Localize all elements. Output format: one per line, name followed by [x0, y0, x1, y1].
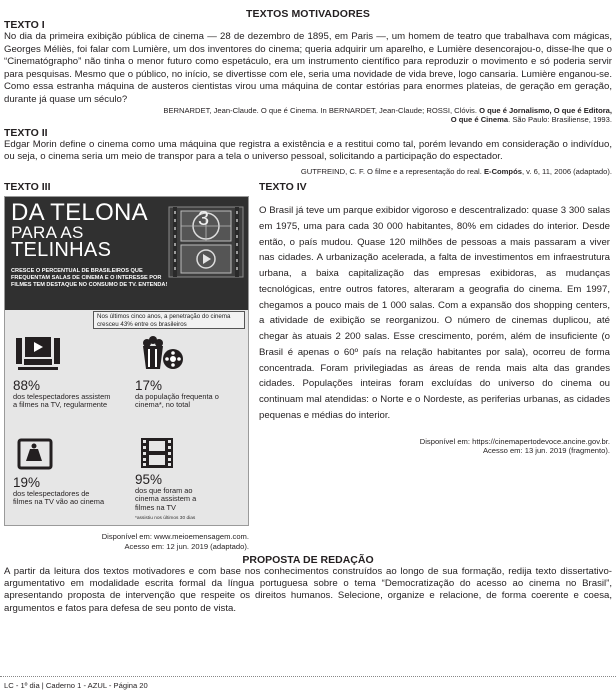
- tv-icon: [13, 335, 63, 375]
- texto-4-source-url: Disponível em: https://cinemapertodevoce.ancine.gov.br.: [419, 436, 610, 446]
- two-column-block: [4, 180, 612, 551]
- stat-19: [13, 476, 128, 506]
- stat-95-value: 95%: [135, 472, 163, 488]
- infographic-subtitle: CRESCE O PERCENTUAL DE BRASILEIROS QUE FREQUENTAM SALAS DE CINEMA E O INTERESSE POR FILMES TEM DESTAQUE NO CONSUMO DE TV. ENTENDA!: [11, 268, 168, 289]
- texto-2-source: [4, 167, 612, 176]
- proposta-body: A partir da leitura dos textos motivadores e com base nos conhecimentos construídos ao longo de sua formação, redija texto dissertativo-argumentativo em modalidade escrita formal da língua portuguesa sobre o tema “Democratização do acesso ao cinema no Brasil”, apresentando proposta de intervenção que respeite os direitos humanos. Selecione, organize e relacione, de forma coerente e coesa, argumentos e fatos para defesa de seu ponto de vista.: [4, 566, 612, 614]
- film-countdown-number: 3: [198, 208, 210, 231]
- texto-4-column: [259, 180, 610, 551]
- texto-1-source-publisher: . São Paulo: Brasiliense, 1993.: [508, 115, 612, 125]
- texto-2-source-journal: E-Compós: [483, 166, 522, 176]
- section-header: TEXTOS MOTIVADORES: [246, 8, 370, 20]
- texto-4-title: TEXTO IV: [259, 181, 307, 194]
- infographic-footnote: *assistiu nos últimos 30 dias: [135, 516, 196, 522]
- stat-88: [13, 379, 128, 409]
- texto-1-source: [4, 106, 612, 125]
- stat-95-desc: dos que foram ao cinema assistem a filmes na TV: [135, 486, 197, 512]
- stat-19-value: 19%: [13, 475, 41, 491]
- texto-2-source-details: , v. 6, 11, 2006 (adaptado).: [521, 166, 612, 176]
- page-footer: LC - 1º dia | Caderno 1 - AZUL - Página 20: [4, 681, 148, 690]
- ticket-icon: [16, 437, 56, 473]
- film-strip-icon: [137, 435, 177, 471]
- stat-19-desc: dos telespectadores de filmes na TV vão ao cinema: [13, 489, 105, 507]
- stat-88-desc: dos telespectadores assistem a filmes na TV, regularmente: [13, 392, 111, 410]
- popcorn-icon: [137, 335, 187, 375]
- infographic: [4, 196, 249, 526]
- infographic-title-line-1: DA TELONA: [11, 199, 148, 227]
- texto-3-source-url: Disponível em: www.meioemensagem.com.: [101, 532, 249, 542]
- texto-4-body: O Brasil já teve um parque exibidor vigoroso e descentralizado: quase 3 300 salas em 1975, uma para cada 30 000 habitantes, 80% em cidades do interior. Desde então, o país mudou. Quase 120 milhões de pessoas a mais passaram a viver nas cidades. A urbanização acelerada, a falta de investimentos em infraestrutura urbana, a baixa capitalização das empresas exibidoras, as mudanças tecnológicas, entre outros fatores, alteraram a geografia do cinema. Em 1997, chegamos a pouco mais de 1 000 salas. Com a expansão dos shopping centers, a atividade de exibição se reorganizou. O número de cinemas duplicou, até chegar às atuais 2 200 salas. Esse crescimento, porém, além de insuficiente (o Brasil é apenas o 60º país na relação habitantes por sala), ocorreu de forma concentrada. Foram privilegiadas as áreas de renda mais alta das grandes cidades. Populações inteiras foram excluídas do universo do cinema ou continuam mal atendidas: o Norte e o Nordeste, as periferias urbanas, as cidades pequenas e médias do interior.: [259, 205, 610, 421]
- infographic-header: [5, 197, 249, 310]
- footer-divider: [0, 676, 616, 677]
- texto-3-source-date: Acesso em: 12 jun. 2019 (adaptado).: [124, 541, 249, 551]
- texto-3-title: TEXTO III: [4, 181, 51, 194]
- stat-95: [135, 473, 245, 512]
- texto-1-source-book-2: O que é Cinema: [450, 115, 509, 125]
- stat-17-value: 17%: [135, 378, 163, 394]
- texto-1-body: No dia da primeira exibição pública de cinema — 28 de dezembro de 1895, em Paris —, um homem de teatro que trabalhava com mágicas, Georges Méliès, foi falar com Lumière, um dos inventores do cinema; queria adquirir um aparelho, e Lumière desencorajou-o, disse-lhe que o “Cinematógrapho” não tinha o menor futuro como espetáculo, era um instrumento científico para reproduzir o movimento e só poderia servir para pesquisas. Mesmo que o público, no início, se divertisse com ele, seria uma novidade de vida breve, logo cansaria. Lumière enganou-se. Como essa estranha máquina de austeros cientistas virou uma máquina de contar estórias para enormes plateias, de geração em geração, durante já quase um século?: [4, 31, 612, 105]
- texto-1-source-author: BERNARDET, Jean-Claude. O que é Cinema. In BERNARDET, Jean-Claude; ROSSI, Clóvis.: [163, 106, 480, 115]
- proposta-title: PROPOSTA DE REDAÇÃO: [242, 554, 374, 567]
- texto-2-title: TEXTO II: [4, 126, 48, 139]
- texto-2-body: Edgar Morin define o cinema como uma máquina que registra a existência e a restitui como tal, porém levando em consideração o indivíduo, ou seja, o cinema seria um meio de transpor para a tela o universo pessoal, solicitando a participação do espectador.: [4, 138, 612, 163]
- texto-4-source: [259, 437, 610, 456]
- infographic-title-line-3: TELINHAS: [11, 239, 112, 262]
- stat-88-value: 88%: [13, 378, 41, 394]
- infographic-title-line-2: PARA AS: [11, 223, 84, 243]
- infographic-banner: Nos últimos cinco anos, a penetração do cinema cresceu 43% entre os brasileiros: [93, 311, 245, 329]
- texto-3-column: [4, 180, 249, 551]
- texto-1-title: TEXTO I: [4, 19, 45, 31]
- texto-4-source-date: Acesso em: 13 jun. 2019 (fragmento).: [482, 446, 610, 456]
- stat-17-desc: da população frequenta o cinema*, no total: [135, 392, 219, 410]
- infographic-title: [11, 199, 148, 262]
- stat-17: [135, 379, 245, 409]
- texto-3-source: [4, 532, 249, 551]
- texto-2-source-author: GUTFREIND, C. F. O filme e a representação do real.: [300, 166, 484, 176]
- texto-1-source-book: O que é Jornalismo, O que é Editora,: [479, 106, 612, 115]
